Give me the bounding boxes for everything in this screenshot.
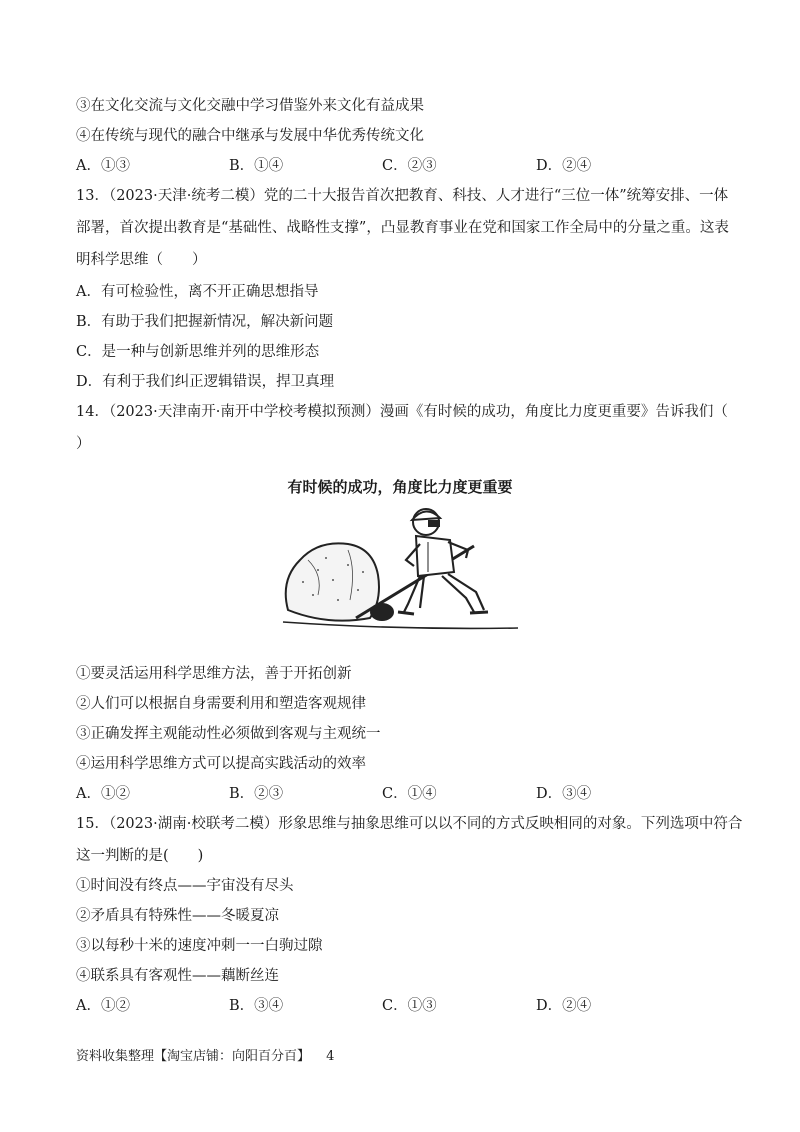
q13-stem-line-1: 13．（2023·天津·统考二模）党的二十大报告首次把教育、科技、人才进行“三位一体”统筹安排、一体 bbox=[76, 188, 729, 204]
footer-source: 资料收集整理【淘宝店铺：向阳百分百】 bbox=[76, 1049, 311, 1064]
q14-item-2: ②人们可以根据自身需要利用和塑造客观规律 bbox=[76, 696, 366, 712]
q14-stem-line-1: 14．（2023·天津南开·南开中学校考模拟预测）漫画《有时候的成功，角度比力度更重要》告诉我们（ bbox=[76, 404, 728, 420]
q14-option-a: A．①② bbox=[76, 786, 130, 802]
page-number: 4 bbox=[326, 1049, 335, 1064]
q14-option-d: D．③④ bbox=[536, 786, 592, 802]
q14-option-c: C．①④ bbox=[382, 786, 437, 802]
cartoon-title: 有时候的成功，角度比力度更重要 bbox=[287, 478, 513, 496]
q12-option-d: D．②④ bbox=[536, 158, 592, 174]
q15-stem-line-1: 15．（2023·湖南·校联考二模）形象思维与抽象思维可以以不同的方式反映相同的对象。下列选项中符合 bbox=[76, 816, 743, 832]
q15-option-d: D．②④ bbox=[536, 998, 592, 1014]
q13-option-a: A．有可检验性，离不开正确思想指导 bbox=[76, 284, 319, 300]
q12-option-c: C．②③ bbox=[382, 158, 437, 174]
q12-item-3: ③在文化交流与文化交融中学习借鉴外来文化有益成果 bbox=[76, 98, 424, 114]
q13-option-d: D．有利于我们纠正逻辑错误，捍卫真理 bbox=[76, 374, 335, 390]
q15-item-2: ②矛盾具有特殊性——冬暖夏凉 bbox=[76, 908, 279, 924]
q12-option-b: B．①④ bbox=[229, 158, 284, 174]
q15-stem-line-2: 这一判断的是( ) bbox=[76, 848, 204, 864]
q13-option-c: C．是一种与创新思维并列的思维形态 bbox=[76, 344, 320, 360]
q14-item-3: ③正确发挥主观能动性必须做到客观与主观统一 bbox=[76, 726, 381, 742]
q15-item-1: ①时间没有终点——宇宙没有尽头 bbox=[76, 878, 294, 894]
q13-stem-line-3: 明科学思维（ ） bbox=[76, 252, 207, 268]
q14-option-b: B．②③ bbox=[229, 786, 284, 802]
q14-item-4: ④运用科学思维方式可以提高实践活动的效率 bbox=[76, 756, 366, 772]
q15-option-b: B．③④ bbox=[229, 998, 284, 1014]
page-footer bbox=[76, 1048, 334, 1066]
q12-item-4: ④在传统与现代的融合中继承与发展中华优秀传统文化 bbox=[76, 128, 424, 144]
q15-option-c: C．①③ bbox=[382, 998, 437, 1014]
q12-option-a: A．①③ bbox=[76, 158, 130, 174]
q15-option-a: A．①② bbox=[76, 998, 130, 1014]
q14-item-1: ①要灵活运用科学思维方法，善于开拓创新 bbox=[76, 666, 352, 682]
q14-stem-line-2: ） bbox=[76, 436, 91, 452]
q15-item-3: ③以每秒十米的速度冲刺一一白驹过隙 bbox=[76, 938, 323, 954]
q13-stem-line-2: 部署，首次提出教育是“基础性、战略性支撑”，凸显教育事业在党和国家工作全局中的分量之重。这表 bbox=[76, 220, 729, 236]
cartoon-illustration bbox=[278, 500, 523, 640]
q13-option-b: B．有助于我们把握新情况，解决新问题 bbox=[76, 314, 334, 330]
q15-item-4: ④联系具有客观性——藕断丝连 bbox=[76, 968, 279, 984]
